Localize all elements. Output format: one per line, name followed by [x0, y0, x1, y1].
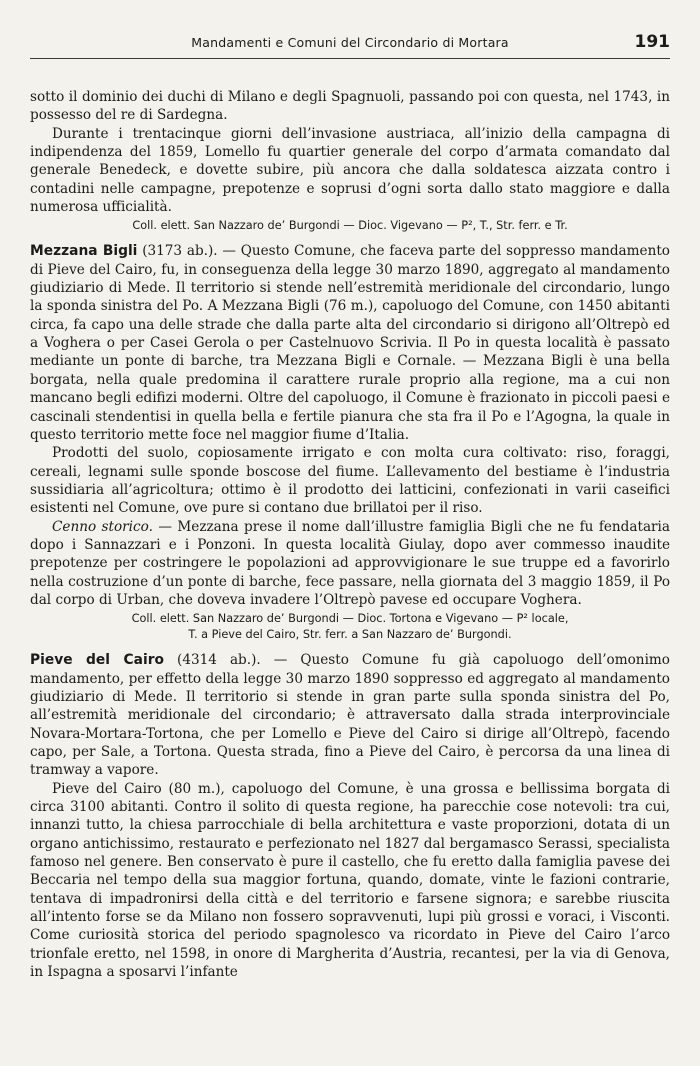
paragraph-invasione: Durante i trentacinque giorni dell’invasione austriaca, all’inizio della campagna di indipendenza del 1859, Lomello fu quartier generale del corpo d’armata comandato dal generale Benedeck, e dovette subire, più ancora che dalla soldatesca aizzata contro i contadini nelle campagne, prepotenze e soprusi d’ogni sorta dallo stato maggiore e dalla numerosa ufficialità.: [30, 125, 670, 216]
reference-mezzana-line-2: T. a Pieve del Cairo, Str. ferr. a San Nazzaro de’ Burgondi.: [188, 628, 512, 642]
paragraph-prodotti: Prodotti del suolo, copiosamente irrigato e con molta cura coltivato: riso, foraggi, cereali, legnami sulle sponde boscose del fiume. L’allevamento del bestiame è l’industria sussidiaria all’agricoltura; ottimo è il prodotto dei latticini, confezionati in varii caseifici esistenti nel Comune, ove pure si contano due brillatoi per il riso.: [30, 445, 670, 517]
page-number: 191: [634, 32, 670, 52]
entry-text-mezzana-bigli: (3173 ab.). — Questo Comune, che faceva parte del soppresso mandamento di Pieve del Cairo, fu, in conseguenza della legge 30 marzo 1890, aggregato al mandamento giudiziario di Mede. Il territorio si stende nell’estremità meridionale del circondario, lungo la sponda sinistra del Po. A Mezzana Bigli (76 m.), capoluogo del Comune, con 1450 abitanti circa, fa capo una delle strade che dalla parte alta del circondario si dirigono all’Oltrepò ed a Voghera o per Casei Gerola o per Castelnuovo Scrivia. Il Po in questa località è passato mediante un ponte di barche, tra Mezzana Bigli e Cornale. — Mezzana Bigli è una bella borgata, nella quale predomina il carattere rurale proprio alla regione, ma a cui non mancano begli edifizi moderni. Oltre del capoluogo, il Comune è frazionato in piccoli paesi e cascinali stendentisi in quella bella e fertile pianura che sta fra il Po e l’Agogna, la quale in questo territorio mette foce nel maggior fiume d’Italia.: [30, 243, 670, 443]
paragraph-lomello-end: sotto il dominio dei duchi di Milano e degli Spagnuoli, passando poi con questa, nel 1743, in possesso del re di Sardegna.: [30, 89, 670, 124]
page-body: [30, 88, 670, 981]
paragraph-pieve-borgata: Pieve del Cairo (80 m.), capoluogo del Comune, è una grossa e bellissima borgata di circa 3100 abitanti. Contro il solito di questa regione, ha parecchie cose notevoli: tra cui, innanzi tutto, la chiesa parrocchiale di bella architettura e vaste proporzioni, dotata di un organo antichissimo, restaurato e perfezionato nel 1827 dal bergamasco Serassi, specialista famoso nel genere. Ben conservato è pure il castello, che fu eretto dalla famiglia pavese dei Beccaria nel tempo della sua maggior fortuna, quando, domate, vinte le fazioni contrarie, tentava di impadronirsi della città e del territorio e farsene signora; e sarebbe riuscita all’intento forse se da Milano non fossero sopravvenuti, lupi più grossi e voraci, i Visconti. Come curiosità storica del periodo spagnolesco va ricordato in Pieve del Cairo l’arco trionfale eretto, nel 1598, in onore di Margherita d’Austria, recantesi, per la via di Genova, in Ispagna a sposarvi l’infante: [30, 780, 670, 981]
cenno-storico-text: — Mezzana prese il nome dall’illustre famiglia Bigli che ne fu fendataria dopo i Sannazzari e i Ponzoni. In questa località Giulay, dopo aver commesso inaudite prepotenze per costringere le popolazioni ad approvvigionare le sue truppe ed a favorirlo nella costruzione d’un ponte di barche, fece passare, nella giornata del 3 maggio 1859, il Po dal corpo di Urban, che doveva invadere l’Oltrepò pavese ed occupare Voghera.: [30, 518, 671, 608]
entry-mezzana-bigli: [30, 242, 670, 444]
page-header: [30, 32, 670, 59]
reference-mezzana-line-1: Coll. elett. San Nazzaro de’ Burgondi — Dioc. Tortona e Vigevano — P² locale,: [131, 612, 569, 626]
reference-mezzana: [30, 611, 670, 643]
entry-pieve-del-cairo: [30, 651, 670, 779]
entry-title-pieve-del-cairo: Pieve del Cairo: [30, 652, 164, 669]
paragraph-cenno-storico: [30, 518, 670, 610]
running-head: Mandamenti e Comuni del Circondario di Mortara: [191, 35, 509, 50]
entry-title-mezzana-bigli: Mezzana Bigli: [30, 243, 138, 260]
entry-text-pieve-del-cairo: (4314 ab.). — Questo Comune fu già capoluogo dell’omonimo mandamento, per effetto della legge 30 marzo 1890 soppresso ed aggregato al mandamento giudiziario di Mede. Il territorio si stende in gran parte sulla sponda sinistra del Po, all’estremità meridionale del circondario; è attraversato dalla strada interprovinciale Novara-Mortara-Tortona, che per Lomello e Pieve del Cairo si dirige all’Oltrepò, facendo capo, per Sale, a Tortona. Questa strada, fino a Pieve del Cairo, è percorsa da una linea di tramway a vapore.: [30, 652, 670, 779]
cenno-storico-label: Cenno storico.: [52, 518, 153, 535]
reference-lomello: Coll. elett. San Nazzaro de’ Burgondi — Dioc. Vigevano — P², T., Str. ferr. e Tr.: [132, 219, 568, 233]
